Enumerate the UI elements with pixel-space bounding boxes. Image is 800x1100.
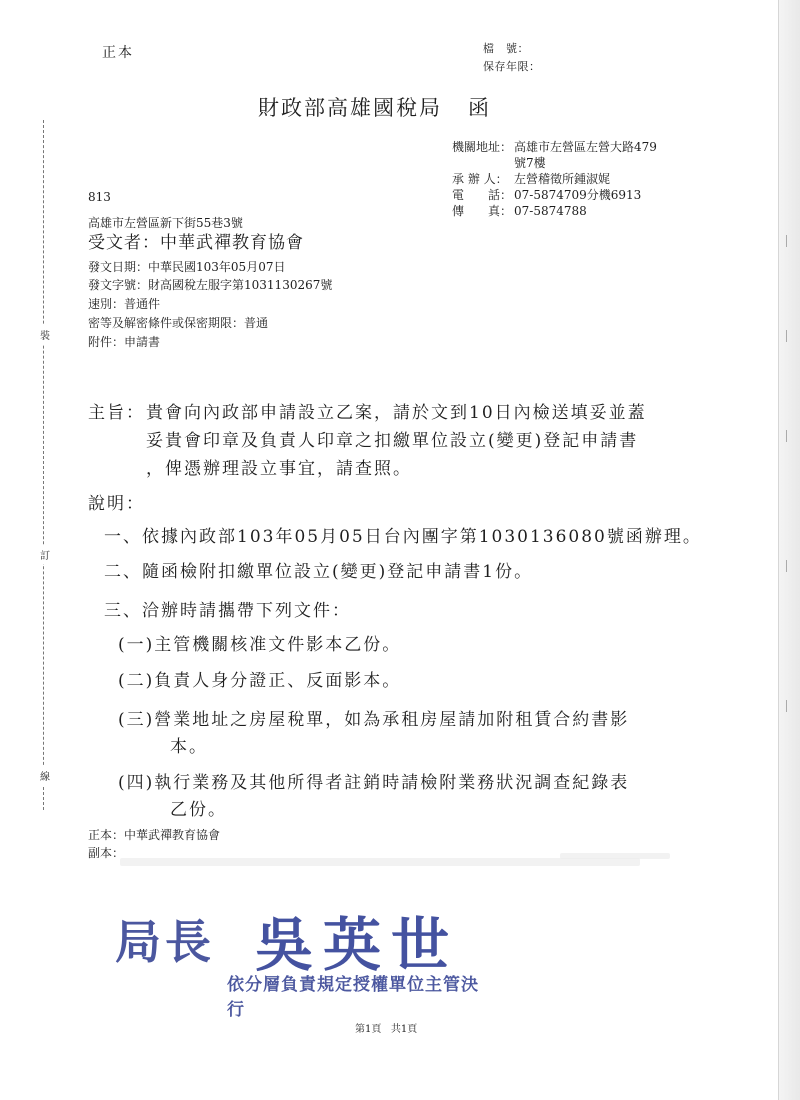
scan-edge-mark [786,235,791,247]
document-number: 發文字號：財高國稅左服字第1031130267號 [88,278,333,292]
delegation-note: 依分層負責規定授權單位主管決行 [227,975,479,1020]
required-document-cont: 乙份。 [170,800,227,820]
scan-edge [778,0,800,1100]
scan-artifact [120,858,640,866]
scan-edge-mark [786,430,791,442]
document-title [258,92,491,122]
scan-artifact [560,853,670,859]
subject-line: 妥貴會印章及負責人印章之扣繳單位設立(變更)登記申請書 [146,431,639,451]
original-recipient: 正本：中華武禪教育協會 [88,828,221,842]
recipient-name: 中華武禪教育協會 [160,233,304,253]
explanation-item: 三、洽辦時請攜帶下列文件： [104,601,351,621]
retention-period-label: 保存年限： [483,60,541,73]
page-total: 共1頁 [390,1024,418,1035]
page-number: 第1頁 [355,1024,382,1035]
delivery-speed: 速別：普通件 [88,297,161,311]
issue-date: 發文日期：中華民國103年05月07日 [88,260,286,274]
required-document: (一)主管機關核准文件影本乙份。 [118,635,402,655]
director-signature-stamp [115,898,495,1020]
explanation-item: 二、隨函檢附扣繳單位設立(變更)登記申請書1份。 [104,562,534,582]
scan-edge-mark [786,700,791,712]
copy-recipient: 副本： [88,846,125,860]
binding-mark-line: 線 [40,766,50,785]
security-classification: 密等及解密條件或保密期限：普通 [88,316,269,330]
binding-margin-line [43,120,44,810]
required-document: (三)營業地址之房屋稅單，如為承租房屋請加附租賃合約書影 [118,710,630,730]
subject-line: ，俾憑辦理設立事宜，請查照。 [146,459,412,479]
document-type: 函 [468,96,491,120]
recipient [88,228,304,253]
page-footer [355,1020,417,1035]
binding-mark-bind: 裝 [40,325,50,344]
required-document: (四)執行業務及其他所得者註銷時請檢附業務狀況調查紀錄表 [118,773,630,793]
fax: 傳 真： 07-5874788 [452,204,587,218]
recipient-address: 高雄市左營區新下街55巷3號 [88,216,243,230]
agency-name: 財政部高雄國稅局 [258,96,442,120]
attachment: 附件：申請書 [88,335,161,349]
handler: 承 辦 人： 左營稽徵所鍾淑娓 [452,172,611,186]
copy-type: 正本 [102,45,134,61]
subject-line: 貴會向內政部申請設立乙案，請於文到10日內檢送填妥並蓋 [146,403,647,423]
explanation-label: 說明： [88,494,145,514]
recipient-postcode: 813 [88,190,111,204]
agency-address-cont: 號7樓 [514,156,546,170]
required-document: (二)負責人身分證正、反面影本。 [118,671,402,691]
file-number-label: 檔 號： [483,42,529,55]
subject-label: 主旨： [88,403,145,423]
phone: 電 話： 07-5874709分機6913 [452,188,642,202]
scan-edge-mark [786,560,791,572]
required-document-cont: 本。 [170,737,208,757]
binding-mark-order: 訂 [40,545,50,564]
scan-edge-mark [786,330,791,342]
director-name: 吳英世 [255,911,460,979]
explanation-item: 一、依據內政部103年05月05日台內團字第1030136080號函辦理。 [104,527,702,547]
director-title: 局長 [115,915,215,969]
agency-address: 機關地址： 高雄市左營區左營大路479 [452,140,657,154]
recipient-label: 受文者： [88,233,160,253]
